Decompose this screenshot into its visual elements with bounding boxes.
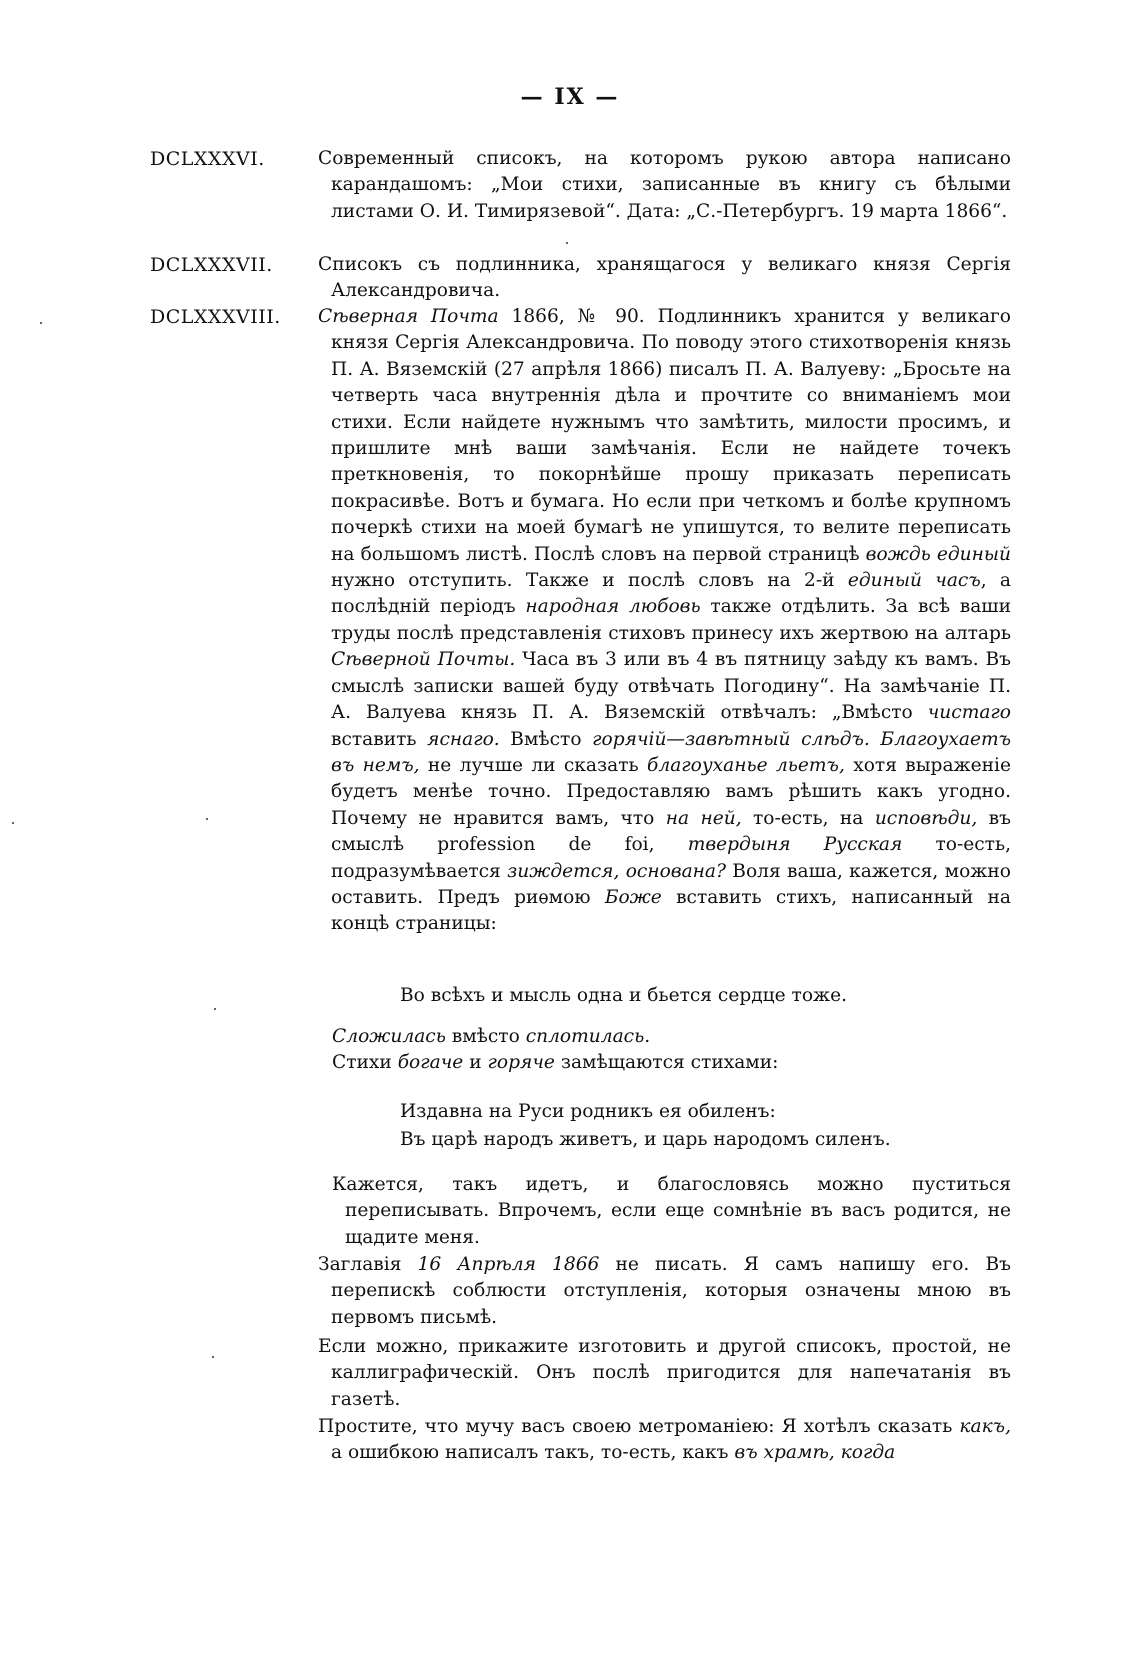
entry-text: Современный списокъ, на которомъ рукою автора написано карандашомъ: „Мои стихи, записанные въ книгу съ бѣлыми листами О. И. Тимирязевой“. Дата: „С.-Петербургъ. 19 марта 1866“.	[318, 148, 1011, 222]
text-run: , а послѣдній періодъ	[331, 570, 1011, 618]
paragraph	[318, 1252, 1011, 1331]
text-run: то-есть, на	[741, 807, 875, 829]
text-run: не писать. Я самъ напишу его. Въ перепискѣ соблюсти отступленія, которыя означены мною въ первомъ письмѣ.	[331, 1254, 1011, 1328]
text-run: замѣщаются стихами:	[554, 1052, 779, 1074]
italic-text: Сложилась	[332, 1026, 446, 1047]
text-run: Простите, что мучу васъ своею метроманіею: Я хотѣлъ сказать	[318, 1416, 960, 1437]
verse-line: Издавна на Руси родникъ ея обиленъ:	[400, 1101, 776, 1122]
page-number: — IX —	[520, 84, 620, 110]
entry-text	[318, 304, 1011, 938]
text-run: Часа въ 3 или въ 4 въ пятницу заѣду къ вамъ. Въ смыслѣ записки вашей буду отвѣчать Погодину“. На замѣчаніе П. А. Валуева князь П. А. Вяземскій отвѣчалъ: „Вмѣсто	[331, 649, 1011, 724]
text-run: то-есть, подразумѣвается	[331, 834, 1011, 882]
notes-block	[332, 1024, 1000, 1077]
paragraph: Кажется, такъ идетъ, и благословясь можно пуститься переписывать. Впрочемъ, если еще сомнѣніе въ васъ родится, не щадите меня.	[332, 1174, 1011, 1248]
text-run: 1866, № 90. Подлинникъ хранится у великаго князя Сергія Александровича. По поводу этого стихотворенія князь П. А. Вяземскій (27 апрѣля 1866) писалъ П. А. Валуеву: „Бросьте на четверть часа внутреннія дѣла и прочтите со вниманіемъ мои стихи. Если найдете нужнымъ что замѣтить, милости просимъ, и пришлите мнѣ ваши замѣчанія. Если не найдете точекъ преткновенія, то покорнѣйше прошу приказать переписать покрасивѣе. Вотъ и бумага. Но если при четкомъ и болѣе крупномъ почеркѣ стихи на моей бумагѣ не упишутся, то велите переписать на большомъ листѣ. Послѣ словъ на первой страницѣ	[331, 306, 1011, 565]
italic-text: чистаго	[927, 702, 1011, 724]
paragraph	[318, 1414, 1011, 1467]
italic-text: единый часъ	[847, 570, 981, 592]
text-run: Вмѣсто	[499, 728, 593, 750]
entry-number: DCLXXXVI.	[150, 148, 265, 170]
verse-quote-1	[400, 982, 960, 1010]
paragraph: Если можно, прикажите изготовить и другой списокъ, простой, не каллиграфическій. Онъ послѣ пригодится для напечатанія въ газетѣ.	[318, 1336, 1011, 1410]
note-line	[332, 1024, 1000, 1050]
text-run: въ смыслѣ profession de foi,	[331, 807, 1011, 856]
scan-speck	[206, 818, 208, 820]
italic-text: благоуханье льетъ,	[647, 754, 845, 776]
entry-number: DCLXXXVIII.	[150, 306, 281, 328]
italic-text: Сѣверная Почта	[318, 306, 499, 327]
italic-text: горяче	[487, 1052, 555, 1074]
italic-text: твердыня Русская	[687, 834, 903, 856]
entry-number: DCLXXXVII.	[150, 254, 273, 276]
italic-text: вождь единый	[865, 543, 1011, 565]
italic-text: яснаго.	[427, 728, 500, 750]
italic-text: Сѣверной Почты.	[331, 649, 516, 671]
italic-text: богаче	[397, 1052, 464, 1074]
italic-text: исповѣди,	[874, 807, 978, 829]
italic-text: какъ,	[959, 1416, 1011, 1437]
verse-quote-2	[400, 1098, 960, 1154]
italic-text: сплотилась.	[525, 1026, 651, 1047]
text-run: Заглавія	[318, 1254, 418, 1275]
italic-text: народная любовь	[525, 596, 701, 618]
italic-text: въ храмѣ, когда	[734, 1442, 896, 1464]
scan-speck	[40, 322, 42, 324]
text-run: и	[463, 1052, 488, 1074]
italic-text: Боже	[604, 886, 662, 908]
note-line	[332, 1050, 1000, 1076]
italic-text: 16 Апрѣля 1866	[417, 1254, 600, 1275]
text-run: нужно отступить. Также и послѣ словъ на 2-й	[331, 570, 848, 592]
verse-line: Во всѣхъ и мысль одна и бьется сердце тоже.	[400, 985, 848, 1006]
text-run: Воля ваша, кажется, можно оставить. Предъ риѳмою	[331, 860, 1011, 908]
italic-text: зиждется, основана?	[507, 860, 726, 882]
scan-speck	[12, 822, 14, 824]
scan-speck	[214, 1008, 216, 1010]
text-run: Стихи	[332, 1052, 398, 1074]
text-run: не лучше ли сказать	[419, 754, 648, 776]
text-run: вставить	[331, 728, 428, 750]
scan-speck	[566, 242, 568, 244]
scan-speck	[212, 1356, 214, 1358]
text-run: вставить стихъ, написанный на концѣ страницы:	[331, 886, 1011, 935]
text-run: а ошибкою написалъ такъ, то-есть, какъ	[331, 1442, 735, 1464]
entry-text: Списокъ съ подлинника, хранящагося у великаго князя Сергія Александровича.	[318, 254, 1011, 302]
text-run: хотя выраженіе будетъ менѣе точно. Предоставляю вамъ рѣшить какъ угодно. Почему не нравится вамъ, что	[331, 754, 1011, 829]
verse-line: Въ царѣ народъ живетъ, и царь народомъ силенъ.	[400, 1129, 891, 1150]
text-run: также отдѣлить. За всѣ ваши труды послѣ представленія стиховъ принесу ихъ жертвою на алтарь	[331, 596, 1011, 644]
italic-text: горячій—завѣтный слѣдъ. Благоухаетъ въ немъ,	[331, 728, 1011, 776]
italic-text: на ней,	[665, 807, 742, 829]
text-run: вмѣсто	[445, 1026, 526, 1047]
